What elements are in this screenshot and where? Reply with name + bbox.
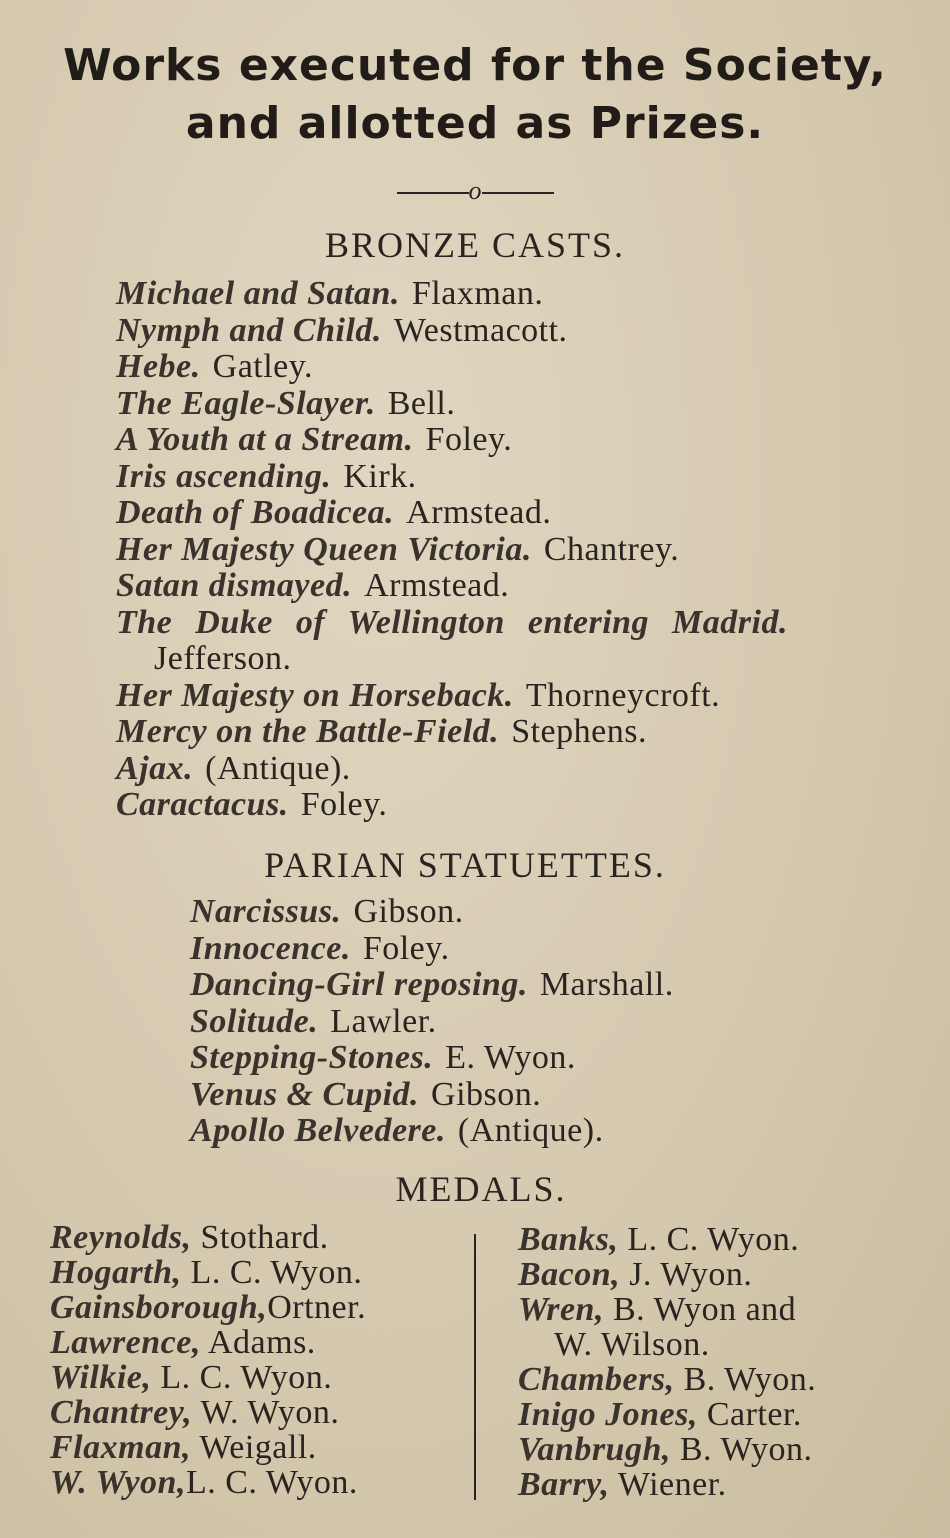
work-title: Narcissus. <box>190 893 342 930</box>
list-item <box>116 532 936 569</box>
list-item <box>50 1465 470 1500</box>
work-title: Iris ascending. <box>116 457 332 495</box>
work-title: Her Majesty on Horseback. <box>116 676 514 714</box>
list-item <box>116 568 936 605</box>
artist-name: E. Wyon. <box>445 1039 576 1076</box>
artist-name: Armstead. <box>406 494 552 531</box>
list-item <box>50 1395 470 1430</box>
list-item <box>190 1077 930 1114</box>
list-item <box>518 1222 938 1257</box>
artist-name: L. C. Wyon. <box>627 1221 800 1258</box>
list-item <box>116 787 936 824</box>
artist-name: Foley. <box>362 929 450 967</box>
artist-name: Carter. <box>706 1396 802 1433</box>
title-line-1: Works executed for the Society, <box>63 40 887 91</box>
list-item <box>190 894 930 931</box>
list-item <box>518 1362 938 1397</box>
work-title: Dancing-Girl reposing. <box>190 966 528 1003</box>
artist-name: B. Wyon. <box>683 1361 817 1398</box>
list-item <box>116 678 936 715</box>
artist-name: L. C. Wyon. <box>160 1359 333 1396</box>
artist-name-continued: W. Wilson. <box>554 1326 710 1363</box>
divider-line-right <box>482 192 554 194</box>
list-item <box>116 422 936 459</box>
artist-name: Gibson. <box>431 1075 542 1113</box>
list-item <box>50 1360 470 1395</box>
artist-name: Thorneycroft. <box>525 676 721 714</box>
list-item <box>116 714 936 751</box>
medals-list-right <box>518 1222 938 1502</box>
medal-subject: Bacon, <box>518 1256 621 1293</box>
medal-subject: Vanbrugh, <box>518 1431 671 1468</box>
medals-list-left <box>50 1220 470 1500</box>
artist-name: B. Wyon. <box>679 1431 813 1468</box>
artist-name: Weigall. <box>199 1429 317 1466</box>
medal-subject: Banks, <box>518 1221 619 1258</box>
list-item <box>518 1292 938 1362</box>
artist-name: Ortner. <box>267 1289 367 1326</box>
list-item <box>116 495 936 532</box>
medal-subject: Lawrence, <box>50 1324 201 1361</box>
medal-subject: W. Wyon, <box>50 1464 186 1501</box>
medal-subject: Gainsborough, <box>50 1289 268 1326</box>
artist-name: Foley. <box>300 786 388 823</box>
work-title: Solitude. <box>190 1002 319 1040</box>
artist-name: Chantrey. <box>543 530 680 568</box>
list-item <box>116 751 936 788</box>
artist-name: (Antique). <box>457 1112 604 1149</box>
work-title: Innocence. <box>190 929 351 967</box>
bronze-casts-list <box>116 276 936 824</box>
artist-name: Gibson. <box>353 893 464 930</box>
parian-statuettes-heading: PARIAN STATUETTES. <box>264 845 666 885</box>
list-item <box>116 605 936 678</box>
section-divider <box>0 176 950 206</box>
work-title: Caractacus. <box>116 786 289 823</box>
artist-name: Kirk. <box>343 457 417 495</box>
medal-subject: Wilkie, <box>50 1359 152 1396</box>
artist-name: (Antique). <box>205 749 351 787</box>
medal-subject: Wren, <box>518 1291 604 1328</box>
work-title: Venus & Cupid. <box>190 1075 420 1113</box>
list-item <box>190 1040 930 1077</box>
title-line-2: and allotted as Prizes. <box>185 98 765 149</box>
work-title: Stepping-Stones. <box>190 1039 434 1076</box>
artist-name: J. Wyon. <box>629 1256 753 1293</box>
list-item <box>116 386 936 423</box>
work-title: Satan dismayed. <box>116 567 353 604</box>
artist-name: Armstead. <box>364 567 510 604</box>
artist-name: Stephens. <box>511 713 647 750</box>
artist-name: L. C. Wyon. <box>190 1254 363 1291</box>
work-title: A Youth at a Stream. <box>116 421 414 458</box>
medal-subject: Flaxman, <box>50 1429 191 1466</box>
list-item <box>50 1220 470 1255</box>
artist-name: Adams. <box>207 1324 316 1361</box>
medals-heading: MEDALS. <box>395 1169 567 1209</box>
artist-name: Westmacott. <box>393 311 568 349</box>
medal-subject: Barry, <box>518 1466 610 1503</box>
list-item <box>50 1325 470 1360</box>
work-title: The Duke of Wellington entering Madrid. <box>116 603 788 641</box>
list-item <box>116 313 936 350</box>
list-item <box>116 349 936 386</box>
medal-subject: Chantrey, <box>50 1394 193 1431</box>
artist-name: Flaxman. <box>411 275 544 312</box>
artist-name: Lawler. <box>330 1002 437 1040</box>
work-title: Mercy on the Battle-Field. <box>116 713 500 750</box>
bronze-casts-heading: BRONZE CASTS. <box>324 225 626 265</box>
parian-statuettes-list <box>190 894 930 1150</box>
work-title: Hebe. <box>116 348 201 385</box>
list-item <box>190 1004 930 1041</box>
list-item <box>518 1467 938 1502</box>
list-item <box>50 1255 470 1290</box>
work-title: Michael and Satan. <box>116 275 400 312</box>
work-title: Her Majesty Queen Victoria. <box>116 530 532 568</box>
artist-name: Stothard. <box>200 1219 329 1256</box>
artist-name: Foley. <box>425 421 513 458</box>
artist-name: Jefferson. <box>154 640 292 677</box>
medal-subject: Hogarth, <box>50 1254 182 1291</box>
divider-mark: o <box>468 176 482 205</box>
list-item <box>116 459 936 496</box>
artist-name: Bell. <box>387 384 456 422</box>
artist-name: W. Wyon. <box>200 1394 340 1431</box>
artist-name: Gatley. <box>212 348 314 385</box>
artist-name: L. C. Wyon. <box>185 1464 358 1501</box>
list-item <box>518 1397 938 1432</box>
medal-subject: Reynolds, <box>50 1219 192 1256</box>
artist-name: Marshall. <box>539 966 674 1003</box>
list-item <box>518 1257 938 1292</box>
list-item <box>116 276 936 313</box>
list-item <box>50 1430 470 1465</box>
work-title: Nymph and Child. <box>116 311 382 349</box>
work-title: Apollo Belvedere. <box>190 1112 446 1149</box>
list-item <box>518 1432 938 1467</box>
column-rule <box>474 1234 476 1500</box>
artist-name: Wiener. <box>617 1466 727 1503</box>
medal-subject: Chambers, <box>518 1361 675 1398</box>
list-item <box>50 1290 470 1325</box>
list-item <box>190 967 930 1004</box>
list-item <box>190 931 930 968</box>
medal-subject: Inigo Jones, <box>518 1396 698 1433</box>
work-title: Ajax. <box>116 749 194 787</box>
artist-name: B. Wyon and <box>612 1291 797 1328</box>
work-title: Death of Boadicea. <box>116 494 395 531</box>
divider-line-left <box>397 192 469 194</box>
work-title: The Eagle-Slayer. <box>116 384 376 422</box>
list-item <box>190 1113 930 1150</box>
